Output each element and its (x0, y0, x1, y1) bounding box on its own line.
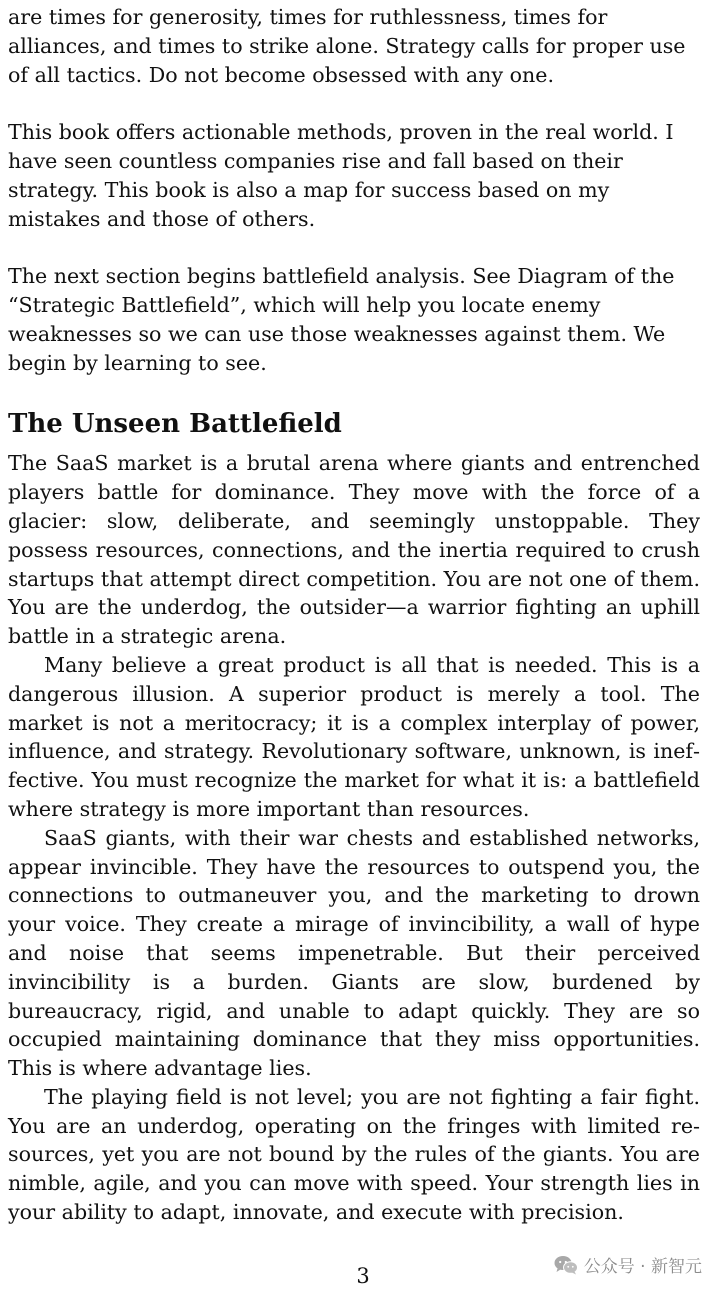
document-page (8, 3, 700, 1227)
paragraph-gap (8, 89, 700, 118)
section-title: The Unseen Battlefield (8, 409, 342, 440)
intro-paragraph-3: The next section begins battlefield analysis. See Diagram of the “Strategic Battlefield”, which will help you locate enemy weaknesses so we can use those weaknesses against them. We begin by learning to see. (8, 264, 675, 375)
section-paragraph-2: Many believe a great product is all that is needed. This is a dangerous illusion. A superior product is merely a tool. The market is not a meritocracy; it is a complex interplay of power, influence, and strategy. Revolutionary software, unknown, is ineffective. You must recognize the market for what it is: a battlefield where strategy is more important than resources. (8, 652, 700, 821)
section-paragraph-3: SaaS giants, with their war chests and established networks, appear invincible. They have the resources to outspend you, the connections to outmaneuver you, and the marketing to drown your voice. They create a mirage of invincibility, a wall of hype and noise that seems impenetrable. But their perceived invincibility is a burden. Giants are slow, burdened by bureaucracy, rigid, and unable to adapt quickly. They are so occupied maintaining dominance that they miss opportunities. This is where advantage lies. (8, 825, 700, 1081)
watermark (554, 1252, 702, 1277)
page-number: 3 (356, 1264, 370, 1288)
intro-paragraph-1: are times for generosity, times for ruthlessness, times for alliances, and times to strike alone. Strategy calls for proper use of all tactics. Do not become obsessed with any one. (8, 5, 686, 87)
section-paragraph-4: The playing field is not level; you are not fighting a fair fight. You are an underdog, operating on the fringes with limited resources, yet you are not bound by the rules of the giants. You are nimble, agile, and you can move with speed. Your strength lies in your ability to adapt, innovate, and execute with precision. (8, 1084, 700, 1225)
section-paragraph-1: The SaaS market is a brutal arena where giants and entrenched players battle for dominance. They move with the force of a glacier: slow, deliberate, and seemingly unstoppable. They possess resources, connections, and the inertia required to crush startups that attempt direct competition. You are not one of them. You are the underdog, the outsider—a warrior fighting an uphill battle in a strategic arena. (8, 451, 700, 649)
wechat-icon (554, 1255, 578, 1275)
watermark-text: 公众号 · 新智元 (583, 1257, 702, 1277)
intro-paragraph-2: This book offers actionable methods, proven in the real world. I have seen countless companies rise and fall based on their strategy. This book is also a map for success based on my mistakes and those of others. (8, 120, 674, 231)
paragraph-gap (8, 233, 700, 262)
